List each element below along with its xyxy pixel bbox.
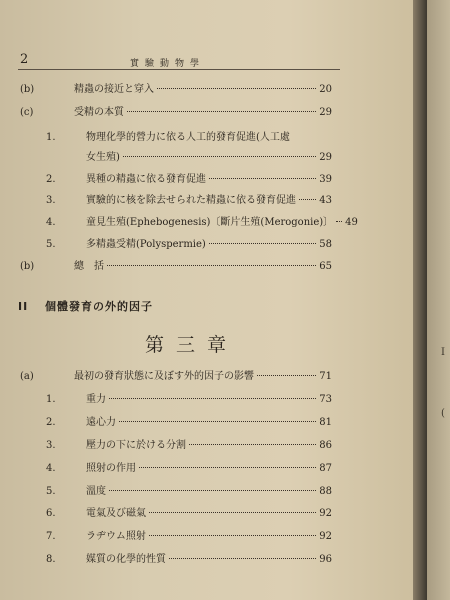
chapter-heading: 第三章 — [145, 334, 239, 356]
entry-title: 物理化學的營力に依る人工的發育促進(人工處 — [86, 132, 290, 143]
entry-page: 71 — [319, 371, 332, 382]
entry-page: 86 — [319, 440, 332, 451]
entry-page: 92 — [319, 531, 332, 542]
toc-entry — [20, 367, 332, 381]
entry-title: 童見生殖(Ephebogenesis)〔斷片生殖(Merogonie)〕 — [86, 217, 334, 228]
leader-dots — [257, 375, 316, 376]
toc-entry — [46, 482, 332, 496]
entry-title: 實驗的に核を除去せられた精蟲に依る發育促進 — [86, 195, 296, 206]
entry-page: 65 — [319, 261, 332, 272]
entry-title: 壓力の下に於ける分割 — [86, 440, 186, 451]
entry-page: 92 — [319, 508, 332, 519]
entry-label: 3. — [46, 440, 56, 451]
facing-page-mark: I — [441, 347, 445, 358]
toc-entry — [46, 128, 336, 142]
entry-label: 2. — [46, 417, 56, 428]
page-number: 2 — [20, 52, 29, 67]
entry-title: 受精の本質 — [74, 107, 124, 118]
entry-label: 1. — [46, 132, 56, 143]
entry-label: (b) — [20, 84, 35, 95]
entry-label: 4. — [46, 217, 56, 228]
entry-title: 照射の作用 — [86, 463, 136, 474]
entry-label: 5. — [46, 239, 56, 250]
entry-label: 5. — [46, 486, 56, 497]
part-title: 個體發育の外的因子 — [45, 300, 154, 313]
leader-dots — [149, 535, 316, 536]
entry-page: 20 — [319, 84, 332, 95]
entry-page: 73 — [319, 394, 332, 405]
entry-title: 精蟲の接近と穿入 — [74, 84, 154, 95]
entry-page: 58 — [319, 239, 332, 250]
leader-dots — [336, 221, 342, 222]
leader-dots — [149, 512, 316, 513]
entry-label: (b) — [20, 261, 35, 272]
toc-entry — [20, 103, 332, 117]
entry-page: 87 — [319, 463, 332, 474]
entry-label: 6. — [46, 508, 56, 519]
leader-dots — [119, 421, 316, 422]
entry-title: ラヂウム照射 — [86, 531, 146, 542]
toc-entry-continuation — [86, 148, 332, 162]
toc-entry — [46, 504, 332, 518]
leader-dots — [139, 467, 316, 468]
entry-page: 29 — [319, 152, 332, 163]
part-heading — [18, 298, 153, 314]
part-number: II — [18, 300, 29, 313]
entry-title: 總 括 — [74, 261, 104, 272]
entry-label: (c) — [20, 107, 34, 118]
header-rule — [18, 69, 340, 70]
leader-dots — [157, 88, 316, 89]
leader-dots — [109, 398, 316, 399]
entry-title-continuation: 女生殖) — [86, 152, 120, 163]
leader-dots — [123, 156, 316, 157]
entry-label: 1. — [46, 394, 56, 405]
entry-label: 3. — [46, 195, 56, 206]
leader-dots — [209, 178, 316, 179]
toc-entry — [46, 213, 358, 228]
toc-entry — [46, 436, 332, 450]
entry-title: 異種の精蟲に依る發育促進 — [86, 174, 206, 185]
entry-title: 電氣及び磁氣 — [86, 508, 146, 519]
facing-page-mark: ( — [441, 408, 445, 419]
entry-page: 96 — [319, 554, 332, 565]
entry-page: 49 — [345, 217, 358, 228]
toc-entry — [46, 459, 332, 473]
entry-label: 2. — [46, 174, 56, 185]
book-gutter — [413, 0, 427, 600]
entry-page: 39 — [319, 174, 332, 185]
toc-entry — [46, 390, 332, 404]
leader-dots — [209, 243, 316, 244]
toc-entry — [46, 235, 332, 249]
entry-label: 4. — [46, 463, 56, 474]
toc-entry — [46, 413, 332, 427]
running-head: 實驗動物學 — [130, 59, 206, 69]
facing-page-edge — [427, 0, 450, 600]
entry-page: 29 — [319, 107, 332, 118]
toc-entry — [46, 550, 332, 564]
entry-title: 多精蟲受精(Polyspermie) — [86, 239, 206, 250]
entry-label: (a) — [20, 371, 34, 382]
leader-dots — [189, 444, 316, 445]
toc-entry — [46, 527, 332, 541]
entry-label: 8. — [46, 554, 56, 565]
entry-title: 媒質の化學的性質 — [86, 554, 166, 565]
entry-title: 溫度 — [86, 486, 106, 497]
toc-entry — [20, 257, 332, 271]
entry-page: 43 — [319, 195, 332, 206]
toc-entry — [20, 80, 332, 94]
entry-title: 最初の發育狀態に及ぼす外的因子の影響 — [74, 371, 254, 382]
leader-dots — [169, 558, 316, 559]
entry-label: 7. — [46, 531, 56, 542]
entry-page: 88 — [319, 486, 332, 497]
leader-dots — [107, 265, 316, 266]
leader-dots — [127, 111, 316, 112]
entry-page: 81 — [319, 417, 332, 428]
toc-entry — [46, 191, 332, 205]
entry-title: 重力 — [86, 394, 106, 405]
entry-title: 遠心力 — [86, 417, 116, 428]
leader-dots — [109, 490, 316, 491]
toc-entry — [46, 170, 332, 184]
leader-dots — [299, 199, 316, 200]
